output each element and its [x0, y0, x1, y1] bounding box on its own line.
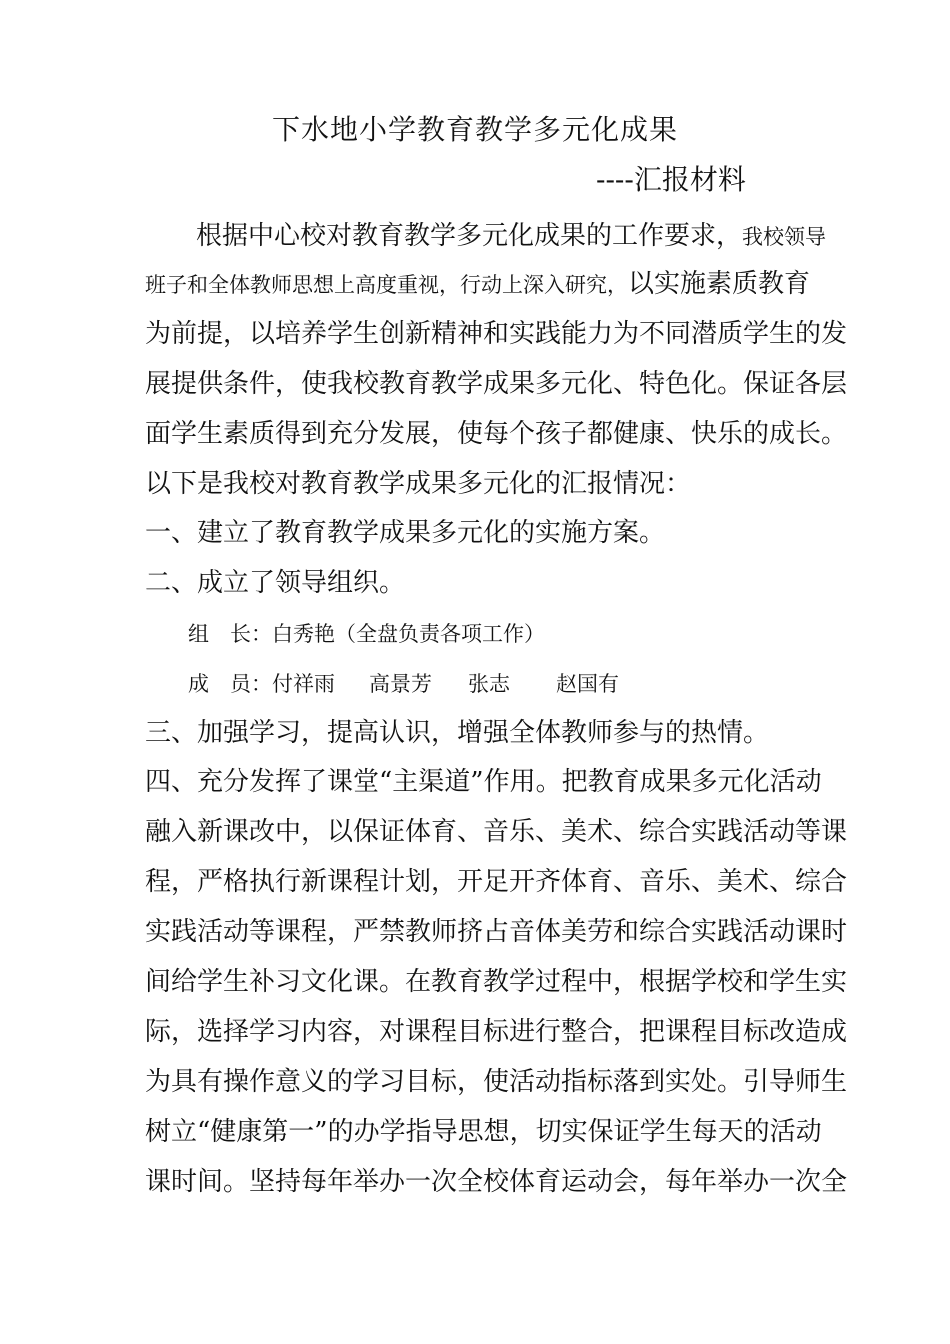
leader-line: 组 长：白秀艳（全盘负责各项工作）: [188, 622, 545, 646]
member-name: 张志: [468, 672, 510, 696]
intro-line-5: 面学生素质得到充分发展，使每个孩子都健康、快乐的成长。: [145, 419, 848, 449]
intro-line-3: 为前提，以培养学生创新精神和实践能力为不同潜质学生的发: [145, 319, 848, 349]
section-4-line: 间给学生补习文化课。在教育教学过程中，根据学校和学生实: [145, 967, 848, 997]
document-title: 下水地小学教育教学多元化成果: [271, 113, 678, 146]
intro-line-1: [196, 211, 826, 261]
section-3: 三、加强学习，提高认识，增强全体教师参与的热情。: [145, 718, 770, 748]
member-name: 付祥雨: [272, 672, 335, 696]
section-4-line: 课时间。坚持每年举办一次全校体育运动会，每年举办一次全: [145, 1167, 848, 1197]
intro-line-2: [145, 259, 810, 309]
member-name: 赵国有: [556, 672, 619, 696]
members-line: [188, 664, 619, 704]
section-4-line: 程，严格执行新课程计划，开足开齐体育、音乐、美术、综合: [145, 867, 848, 897]
intro-line-2-small: 班子和全体教师思想上高度重视，行动上深入研究，: [145, 273, 628, 297]
intro-line-1-small: 我校领导: [742, 225, 827, 249]
section-4-line: 融入新课改中，以保证体育、音乐、美术、综合实践活动等课: [145, 817, 848, 847]
intro-line-2-main: 以实施素质教育: [628, 269, 811, 299]
section-4-line: 为具有操作意义的学习目标，使活动指标落到实处。引导师生: [145, 1067, 848, 1097]
intro-line-4: 展提供条件，使我校教育教学成果多元化、特色化。保证各层: [145, 369, 848, 399]
member-name: 高景芳: [369, 672, 432, 696]
members-label: 成 员：: [188, 672, 272, 696]
section-4-line: 四、充分发挥了课堂“主渠道”作用。把教育成果多元化活动: [145, 767, 822, 797]
intro-line-1-main: 根据中心校对教育教学多元化成果的工作要求，: [196, 221, 743, 251]
document-subtitle: ----汇报材料: [596, 163, 746, 196]
section-2: 二、成立了领导组织。: [145, 568, 406, 598]
section-4-line: 际，选择学习内容，对课程目标进行整合，把课程目标改造成: [145, 1017, 848, 1047]
section-1: 一、建立了教育教学成果多元化的实施方案。: [145, 518, 666, 548]
section-4-line: 实践活动等课程，严禁教师挤占音体美劳和综合实践活动课时: [145, 917, 848, 947]
intro-line-6: 以下是我校对教育教学成果多元化的汇报情况：: [145, 469, 692, 499]
section-4-line: 树立“健康第一”的办学指导思想，切实保证学生每天的活动: [145, 1117, 822, 1147]
